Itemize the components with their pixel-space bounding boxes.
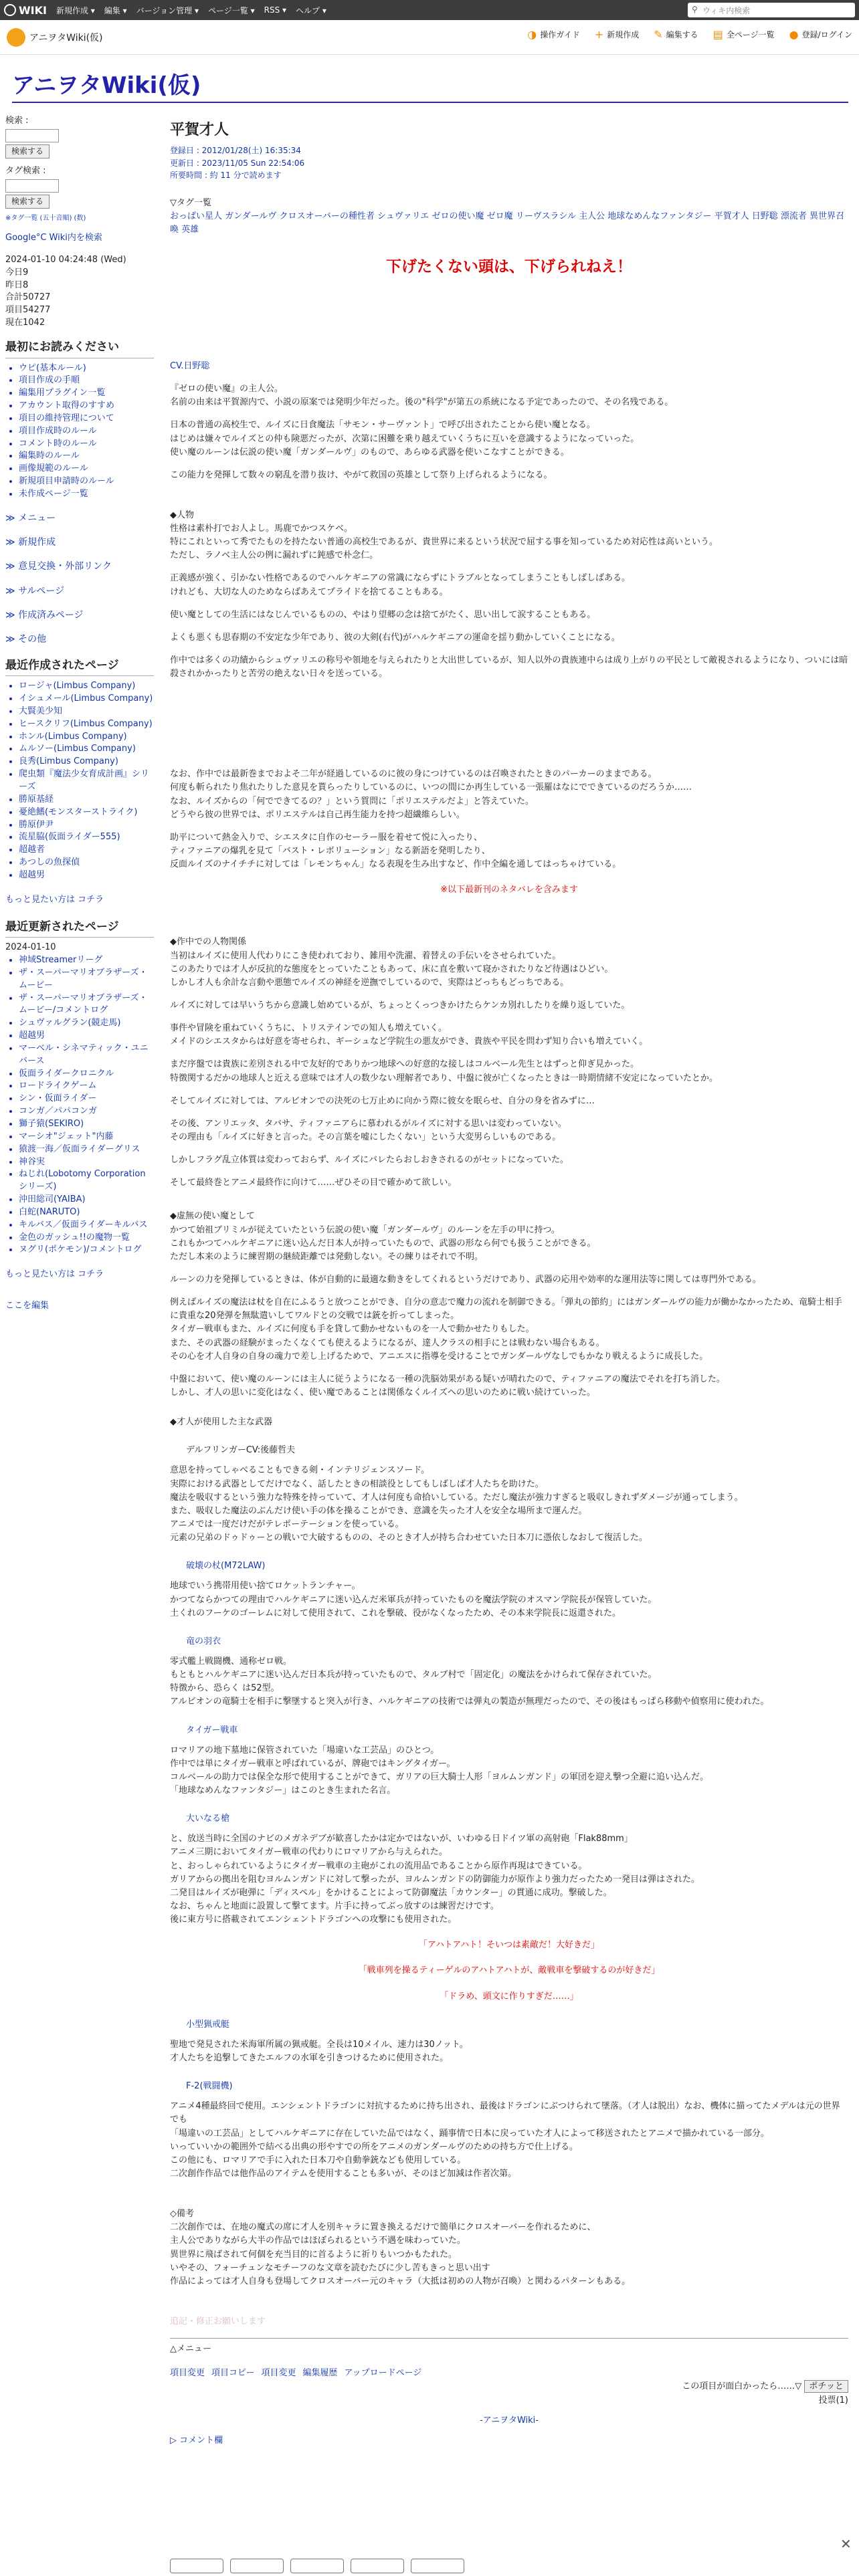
after-paragraph: 何度も斬られたり焦れたりした意見を貰らったりしているのに、いつの間にか再生している一張羅はなにでできているのだろうか…… (170, 782, 692, 793)
person-heading: ◆人物 (170, 510, 194, 520)
bottom-bar (170, 2559, 848, 2576)
weapon-desc: 二次創作作品では他作品のアイテムを使用することも多いが、そのほど加減は作者次第。 (170, 2169, 517, 2179)
faded-note: 追記・修正お願いします (170, 2317, 266, 2327)
plus-icon: + (594, 28, 604, 41)
weapon-desc: また、吸収した魔法のぶんだけ使い手の体を操ることができ、意識を失った才人を安全な場所まで運んだ。 (170, 1505, 587, 1516)
spacer-1 (170, 681, 848, 768)
weapon-desc: 後に東方号に搭載されてエンシェントドラゴンへの攻撃にも使用された。 (170, 1915, 457, 1925)
recent-created-item[interactable]: • ムルソー(Limbus Company) (19, 743, 154, 756)
article-meta (170, 144, 848, 182)
weapon-desc: 魔法を吸収するという強力な特殊を持っていて、才人は何度も命拾いしている。ただし魔法が強力すぎると吸収しきれずダメージが通ってしまう。 (170, 1492, 743, 1503)
intro-paragraph: 日本の普通の高校生で、ルイズに日食魔法「サモン・サーヴァント」で呼び出されたことから使い魔となる。 (170, 420, 595, 431)
story-paragraph: そして最終巻とアニメ最終作に向けて……ぜひその目で確かめて欲しい。 (170, 1178, 457, 1188)
recent-updated-item[interactable]: • 超越男 (19, 1030, 154, 1043)
story-paragraph: そしてルイズに対しては、アルビオンでの決死の七万止めに向かう際に彼女を眠らせ、自分の身を省みずに… (170, 1095, 595, 1106)
recent-updated-item[interactable]: • キルバス／仮面ライダーキルバス (19, 1219, 154, 1232)
first-read-item[interactable]: • アカウント取得のすすめ (19, 400, 154, 413)
after-paragraph: なお、作中では最新巻までおよそ二年が経過しているのに彼の身につけているのは召喚されたときのパーカーのままである。 (170, 769, 657, 780)
bikou-paragraph: 異世界に飛ばされて何個を充当目的に首るように祈りもいつかもたれた。 (170, 2249, 458, 2260)
after-paragraph: ティファニアの爆乳を見て「バスト・レボリューション」なる新語を発明したり、 (170, 846, 490, 857)
vote-count: 投票(1) (818, 2395, 848, 2405)
edit-menubar-link[interactable]: ここを編集 (5, 1301, 50, 1311)
weapon-desc: 元素の兄弟のドゥドゥーとの戦いで大破するものの、そのとき才人が持ち合わせていた日本刀に憑依しなおして復活した。 (170, 1533, 648, 1543)
recent-updated-item[interactable]: • ロードライクゲーム (19, 1080, 154, 1093)
site-logo-icon (7, 28, 25, 47)
recent-updated-item[interactable]: • 白蛇(NARUTO) (19, 1206, 154, 1219)
gandalf-paragraph: ただし本来のように練習期の継続距離では発動しない。その練りはそれで不明。 (170, 1251, 484, 1262)
gandalf-paragraph: かつて始祖ブリミルが従えていたという伝説の使い魔「ガンダールヴ」のルーンを左手の甲に持つ。 (170, 1224, 560, 1235)
recent-updated-item[interactable]: • 猿渡一海／仮面ライダーグリス (19, 1144, 154, 1156)
intro-paragraph: 『ゼロの使い魔』の主人公。 (170, 384, 284, 395)
wiki-logo[interactable]: WIKI (4, 4, 47, 17)
person-paragraph: 正義感が強く、引かない性格であるのでハルケギニアの常識にならずにトラブルとなってしまうこともしばしばある。 (170, 573, 630, 584)
recent-created-item[interactable]: • 超越者 (19, 844, 154, 857)
gandalf-heading: ◆虚無の使い魔として (170, 1211, 255, 1222)
first-read-item[interactable]: • 未作成ページ一覧 (19, 488, 154, 501)
weapon-desc: 実際における武器としてだけでなく、話したときの相談役としてもしばしば才人たちを助けた。 (170, 1479, 544, 1489)
story-paragraph: ルイズに対しては早いうちから意識し始めているが、ちょっとくっつきかけたらケンカ別れしたりを繰り返していた。 (170, 1000, 630, 1011)
recent-created-item[interactable]: • イシュメール(Limbus Company) (19, 693, 154, 706)
recent-created-item[interactable]: • 大賢美少知 (19, 706, 154, 718)
first-read-item[interactable]: • ウピ(基本ルール) (19, 362, 154, 375)
recent-created-item[interactable]: • 良秀(Limbus Company) (19, 756, 154, 768)
weapon-heading[interactable]: 大いなる槍 (186, 1814, 230, 1824)
sidebar-section-toggle[interactable]: ≫ サルページ (5, 585, 65, 597)
first-read-item[interactable]: • コメント時のルール (19, 438, 154, 451)
bikou-paragraphs (170, 2221, 848, 2288)
weapon-desc: 作中では単にタイガー戦車と呼ばれているが、牌砲ではキングタイガー。 (170, 1758, 456, 1769)
counter-stats (5, 267, 154, 330)
story-heading: ◆作中での人物関係 (170, 937, 246, 948)
after-paragraph: 反面ルイズのナイチチに対しては「レモンちゃん」なる表現を生み出すなど、作中全編を通してはっちゃけている。 (170, 859, 622, 870)
weapon-desc: 「地球なめんなファンタジー」はこのとき生まれた名言。 (170, 1786, 396, 1796)
first-read-item[interactable]: • 編集用プラグイン一覧 (19, 387, 154, 400)
story-paragraph: このあたりでは才人が反抗的な態度をとっていたこともあって、床に直を敷いて寝かされたりなど待遇はひどい。 (170, 964, 613, 974)
bottom-button-1[interactable] (170, 2559, 223, 2573)
recent-created-item[interactable]: • ヒースクリフ(Limbus Company) (19, 718, 154, 731)
story-paragraph: その後、アンリエッタ、タバサ、ティファニアらに慕われるがルイズに対する思いは変わっていない。 (170, 1118, 567, 1129)
footer-link[interactable]: 編集履歴 (302, 2368, 338, 2379)
gandalf-paragraph: タイガー戦車もまた、ルイズに何度も手を貸して動かせないものを一人で動かせたりもした。 (170, 1324, 535, 1335)
article-title: 平賀才人 (170, 122, 229, 138)
quote-line: 「ドラめ、頭文に作りすぎだ……」 (440, 1991, 579, 2002)
sidebar-section-toggle[interactable]: ≫ 新規作成 (5, 537, 56, 548)
intro-paragraph: 使い魔のルーンは伝説の使い魔「ガンダールヴ」のもので、あらゆる武器を使いこなすことができる。 (170, 447, 569, 457)
after-paragraph: 助平について熱金入りで、シエスタに自作のセーラー服を着せて悦に入ったり、 (170, 832, 482, 843)
stat-total: 合計50727 (5, 292, 51, 303)
edit-button[interactable]: ✎ 編集する (654, 28, 698, 41)
header-actions (512, 28, 852, 41)
pages-icon: ▤ (712, 28, 723, 41)
title-divider (12, 102, 848, 103)
left-menubar (5, 114, 154, 2488)
recent-created-item[interactable]: • ロージャ(Limbus Company) (19, 680, 154, 693)
keyword-label: 検索 : (5, 116, 29, 126)
weapon-desc: かつてならかつての理由でハルケギニアに迷い込んだ米軍兵が持っていたものを魔法学院のオスマン学院長が保管していた。 (170, 1594, 657, 1605)
recent-updated-item[interactable]: • シン・仮面ライダー (19, 1093, 154, 1105)
gandalf-paragraph: 中盤において、使い魔のルーンには主人に従うようになる一種の洗脳効果がある疑いが晴れたので、ティファニアの魔法でそれを打ち消した。 (170, 1374, 725, 1384)
gandalf-paragraph: 例えばルイズの魔法は杖を自在にふるうと放つことができ、自分の意志で魔力の流れを制御できる。「弾丸の節約」にはガンダールヴの能力が働かなかったため、竜騎士相手に貴重な20発弾を無駄遣いしてワルドとの交戦では銃を折ってしまった。 (170, 1297, 842, 1321)
site-logo[interactable]: アニヲタWiki(仮) (7, 28, 103, 47)
intro-paragraphs (170, 383, 848, 482)
weapon-desc: 「場違いの工芸品」としてハルケギニアに存在していた品ではなく、踊事情で日本に戻っていた才人によって移送されたとアニメで描かれている一部分。 (170, 2128, 769, 2139)
recent-created-item[interactable]: • 勝原基経 (19, 794, 154, 807)
stat-yesterday: 昨日8 (5, 280, 29, 290)
weapon-desc: いっていいかの範囲外で結べる出典の形やすでの所をアニメのガンダールヴのための持ち方で仕上げる。 (170, 2141, 578, 2152)
wiki-search-input[interactable]: ⚲ ウィキ内検索 (688, 3, 855, 17)
tag-label: タグ検索 : (5, 166, 46, 177)
gandalf-paragraph: ルーンの力を発揮しているときは、体が自動的に最適な動きをしてくれるというだけであり、武器の応用や効率的な運用法等に関しては専門外である。 (170, 1274, 761, 1285)
page-title[interactable]: アニヲタWiki(仮) (12, 72, 201, 99)
quote-line: 「戦車列を操るティーゲルのアハトアハトが、敵戦車を撃破するのが好きだ」 (358, 1965, 660, 1976)
footer-links (170, 2367, 848, 2380)
first-read-item[interactable]: • 画像規範のルール (19, 463, 154, 475)
recent-updated-item[interactable]: • ザ・スーパーマリオブラザーズ・ムービー (19, 967, 154, 992)
story-paragraph: その理由も「ルイズに好きと言った。その言葉を嘘にしたくない」という大変男らしいものである。 (170, 1132, 561, 1142)
weapon-desc: ロマリアの地下墓地に保管されていた「場違いな工芸品」のひとつ。 (170, 1745, 440, 1755)
footer-link[interactable]: 項目変更 (170, 2368, 205, 2379)
recent-updated-item[interactable]: • マーシオ"ジェット"内藤 (19, 1131, 154, 1144)
bikou-paragraph: 二次創作では、在地の魔式の席に才人を別キャラに置き換えるだけで簡単にクロスオーバーを作れるために、 (170, 2222, 596, 2233)
quote-line: 「アハトアハト！そいつは素敵だ！大好きだ」 (418, 1940, 599, 1951)
weapon-desc: 二発目はルイズが砲弾に「ディスペル」をかけることによって防御魔法「カウンター」の貫通に成功。撃破した。 (170, 1887, 612, 1898)
recent-updated-item[interactable]: • 神谷実 (19, 1156, 154, 1169)
all-pages-button[interactable]: ▤ 全ページ一覧 (712, 28, 775, 41)
vote-text: この項目が面白かったら……▽ (682, 2381, 802, 2392)
bikou-heading: ◇備考 (170, 2209, 194, 2220)
datetime: 2024-01-10 04:24:48 (Wed) (5, 254, 126, 265)
bottom-button-4[interactable] (351, 2559, 404, 2573)
menu-label[interactable]: △メニュー (170, 2344, 211, 2355)
user-icon: ● (789, 28, 799, 41)
bikou-paragraph: いやその、フォーチュンなモチーフのな文章を読むたびに少し苦もきっと思い出す (170, 2262, 490, 2273)
recent-updated-item[interactable]: • 沖田総司(YAIBA) (19, 1194, 154, 1206)
intro-paragraph: 名前の由来は平賀源内で、小説の原案では発明少年だった。後の"科学"が第五の系統になる予定であったので、その名残である。 (170, 397, 674, 408)
search-icon: ⚲ (692, 5, 698, 14)
intro-paragraph: はじめは嫌々でルイズとの仲も険悪だったが、次第に困難を乗り越えていくうちに互いを意識するようになっていった。 (170, 433, 640, 444)
recent-updated-item[interactable]: • 神域Streamerリーグ (19, 954, 154, 967)
bikou-paragraph: 主人公でありながら大半の作品ではほぼられるという不遇を味わっていた。 (170, 2236, 466, 2246)
login-button[interactable]: ● 登録/ログイン (789, 28, 852, 41)
weapons-heading: ◆才人が使用した主な武器 (170, 1417, 272, 1428)
stat-today: 今日9 (5, 267, 29, 278)
intro-paragraph: この能力を発揮して数々の窮乱を潜り抜け、やがて救国の英雄として祭り上げられるようになる。 (170, 469, 553, 480)
spoiler-warning: ※以下最新刊のネタバレを含みます (440, 885, 578, 895)
person-paragraph: 作中では多くの功績からシュヴァリエの称号や領地を与えられたりと大出世しているが、知人以外の貴族連中らは成り上がりの平民として敵視されるようになり、ついには暗殺されかかったりと苦労の絶えない日々を送っている。 (170, 655, 848, 679)
updated-date-meta: 更新日 : 2023/11/05 Sun 22:54:06 (170, 158, 305, 168)
bottom-button-5[interactable] (411, 2559, 464, 2573)
weapon-desc: 零式艦上戦闘機、通称ゼロ戦。 (170, 1656, 292, 1667)
recent-created-item[interactable]: • 爬虫類『魔法少女育成計画』シリーズ (19, 768, 154, 794)
comment-section-label[interactable]: ▷ コメント欄 (170, 2435, 223, 2446)
recent-created-list (5, 680, 154, 882)
weapon-desc: アニメでは一度だけだがテレポーテーションを使っている。 (170, 1519, 404, 1529)
weapon-heading[interactable]: 小型猟戒艇 (186, 2019, 230, 2030)
stat-now: 現在1042 (5, 318, 45, 328)
recent-created-item[interactable]: • あつしの魚探偵 (19, 857, 154, 869)
weapon-desc: 意思を持ってしゃべることもできる剣・インテリジェンスソード。 (170, 1465, 430, 1476)
recent-updated-item[interactable]: • コンガ／パパコンガ (19, 1105, 154, 1118)
recent-updated-item[interactable]: • ヌグリ(ポケモン)/コメントログ (19, 1244, 154, 1257)
person-paragraph: 特にこれといって秀でたものを持たない普通の高校生であるが、貴世界に来るという状況で屈する事を知っているため対応性は高いという。 (170, 537, 719, 548)
weapon-heading: デルフリンガーCV:後藤哲夫 (186, 1445, 296, 1456)
first-read-item[interactable]: • 項目作成時のルール (19, 425, 154, 438)
sidebar-section-toggle[interactable]: ≫ メニュー (5, 512, 56, 524)
person-paragraph: ただし、ラノベ主人公の例に漏れずに鈍感で朴念仁。 (170, 550, 379, 561)
gandalf-paragraph: しかし、才人の思いに変化はなく、使い魔であることは関係なくルイズへの思いのために戦い続けていった。 (170, 1387, 595, 1398)
story-paragraph: メイドのシエスタからは好意を寄せられ、ギーシュなど学院生の悪友ができ、貴族や平民を問わず知り合いも増えていく。 (170, 1037, 648, 1047)
vote-area (170, 2380, 848, 2407)
more-updated-link[interactable]: もっと見たい方は コチラ (5, 1269, 104, 1280)
stat-items: 項目54277 (5, 305, 51, 316)
keyword-search-button[interactable]: 検索する (5, 144, 50, 158)
weapon-desc: と、おっしゃられているようにタイガー戦車の主砲がこれの流用品であることから原作再現はできている。 (170, 1860, 587, 1871)
catchphrase: 下げたくない頭は、下げられねえ！ (386, 258, 632, 276)
bikou-paragraph: 作品によっては才人自身も登場してクロスオーバー元のキャラ（大抵は初めの人物が召喚）と関わるパターンもある。 (170, 2276, 631, 2286)
recent-created-item[interactable]: • 憂絶鰭(モンスターストライク) (19, 807, 154, 819)
recent-created-heading: 最近作成されたページ (5, 657, 154, 677)
recent-updated-item[interactable]: • ねじれ(Lobotomy Corporationシリーズ) (19, 1168, 154, 1194)
wiki-signature[interactable]: -アニヲタWiki- (480, 2415, 539, 2426)
google-search-link[interactable]: Google°C Wiki内を検索 (5, 232, 102, 243)
weapon-desc: コルベールの助力では保全な形で使用することができて、ガリアの巨大騎士人形「ヨルムンガンド」の軍団を迎え撃つ全避に追い込んだ。 (170, 1772, 708, 1782)
after-paragraphs (170, 768, 848, 871)
keyword-input[interactable] (5, 129, 59, 142)
footer-link[interactable]: アップロードページ (344, 2368, 422, 2379)
weapon-desc: 特徴から、恐らく は52型。 (170, 1683, 280, 1694)
more-created-link[interactable]: もっと見たい方は コチラ (5, 894, 104, 905)
menu-rss[interactable]: RSS ▾ (264, 5, 287, 15)
person-paragraphs (170, 522, 848, 681)
tag-search-button[interactable]: 検索する (5, 195, 50, 209)
weapon-heading[interactable]: 破壊の杖(M72LAW) (186, 1561, 266, 1572)
read-time: 所要時間 : 約 11 分で読めます (170, 171, 282, 181)
cv-link[interactable]: CV.日野聡 (170, 360, 210, 371)
recent-updated-item[interactable]: • マーベル・シネマティック・ユニバース (19, 1043, 154, 1068)
menu-pages[interactable]: ページ一覧 ▾ (208, 5, 255, 15)
story-paragraph: 事件や冒険を重ねていくうちに、トリステインでの知人も増えていく。 (170, 1023, 447, 1034)
tag-input[interactable] (5, 179, 59, 193)
recent-created-item[interactable]: • 超越男 (19, 869, 154, 882)
new-page-button[interactable]: + 新規作成 (594, 28, 640, 41)
weapon-desc: 土くれのフーケのゴーレムに対して使用されて、これを撃破、役がなくなったため、その本来学院長に返還された。 (170, 1608, 622, 1618)
tag-list[interactable]: おっぱい星人 ガンダールヴ クロスオーバーの種性者 シュヴァリエ ゼロの使い魔 ゼロ魔 リーヴスラシル 主人公 地球なめんなファンタジー 平賀才人 日野聡 漂流者 異世界召喚 英雄 (170, 211, 845, 235)
sidebar-section-toggle[interactable]: ≫ 作成済みページ (5, 609, 84, 621)
recent-updated-item[interactable]: • シュヴァルグラン(競走馬) (19, 1017, 154, 1030)
story-paragraph: しかし才人も余計な言動や悪態でルイズの神経を逆撫でしているので、実際はどっちもどっちである。 (170, 977, 569, 988)
weapon-desc: 才人たちを追撃してきたエルフの水軍を引きつけるために使用された。 (170, 2053, 449, 2064)
weapon-desc: と、放送当時に全国のナビのメガネデブが歓喜したかは定かではないが、いわゆる日ドイツ軍の高射砲「Flak88mm」 (170, 1834, 633, 1844)
gandalf-paragraph: これもかつてハルケギニアに迷い込んだ日本人が持っていたもので、武器の形なら何でも扱うことができる。 (170, 1238, 596, 1249)
menu-help[interactable]: ヘルプ ▾ (296, 5, 326, 15)
after-paragraph: どうやら彼の世界では、ポリエステルは自己再生能力を持つ超繊維らしい。 (170, 809, 465, 820)
weapon-heading[interactable]: タイガー戦車 (186, 1725, 238, 1735)
more-created (5, 894, 154, 907)
updated-date: 2024-01-10 (5, 942, 56, 953)
story-paragraph: 特徴関するだかの地球人と近える意味では才人の数少ない理解者であり、中盤に彼が亡くなったときは一時期情緒不安定になっていたとか。 (170, 1073, 719, 1083)
sidebar-section-toggle[interactable]: ≫ その他 (5, 634, 47, 645)
story-paragraph: 当初はルイズに使用人代わりにこき使われており、雑用や洗濯、着替えの手伝いをさせられていた。 (170, 950, 561, 961)
recent-updated-heading: 最近更新されたページ (5, 919, 154, 938)
more-updated (5, 1269, 154, 1281)
first-read-item[interactable]: • 項目作成の手順 (19, 374, 154, 387)
recent-updated-item[interactable]: • 金色のガッシュ!!の魔物一覧 (19, 1232, 154, 1245)
story-paragraph: しかしフラグ乱立体質は変わっておらず、ルイズにバレたらおしおきされるのがセットになっていた。 (170, 1155, 569, 1166)
after-paragraph: なお、ルイズからの「何でできてるの？」という質問に「ポリエステルだよ」と答えていた。 (170, 796, 535, 807)
recent-created-item[interactable]: • 流星脇(仮面ライダー555) (19, 831, 154, 844)
first-read-list (5, 362, 154, 501)
guide-button[interactable]: ◑ 操作ガイド (527, 28, 580, 41)
recent-updated-item[interactable]: • ザ・スーパーマリオブラザーズ・ムービー/コメントログ (19, 992, 154, 1018)
weapon-desc: この他にも、ロマリアで手に入れた日本刀や自動拳銃なども使用している。 (170, 2155, 466, 2165)
recent-created-item[interactable]: • 勝原伊尹 (19, 819, 154, 832)
spacer-2 (170, 909, 848, 936)
weapons-list (170, 1444, 848, 2181)
weapon-desc: アルビオンの竜騎士を相手に撃墜すると突入が行き、ハルケギニアの技術では弾丸の製造が無理だったので、その後はもっぱら移動や偵察用に使われた。 (170, 1697, 769, 1707)
footer-link[interactable]: 項目変更 (261, 2368, 296, 2379)
article-body (170, 119, 848, 2448)
weapon-desc: ガリアからの拠出を阻むヨルムンガンドに対して撃ったが、ヨルムンガンドの防御能力が原作より強力だったため一発目は弾はされた。 (170, 1874, 700, 1885)
footer-link[interactable]: 項目コピー (211, 2368, 255, 2379)
weapon-desc: 地球でいう携帯用使い捨てロケットランチャー。 (170, 1581, 361, 1592)
site-header (0, 20, 859, 55)
weapon-desc: もともとハルケギニアに迷い込んだ日本兵が持っていたもので、タルブ村で「固定化」の魔法をかけられて保存されていた。 (170, 1670, 657, 1681)
bottom-button-3[interactable] (290, 2559, 344, 2573)
gandalf-paragraph: その心を才人自身の自身の魂力で差し上げるためで、アニエスに指導を受けることでガンダールヴなしでもかなり戦えるように成長した。 (170, 1351, 708, 1362)
weapon-desc: 聖地で発見された米海軍所属の猟戒艇。全長は10メイル、速力は30ノット。 (170, 2039, 468, 2050)
bottom-divider (170, 2338, 848, 2339)
tag-list-label[interactable]: ▽タグ一覧 (170, 197, 211, 208)
menu-new[interactable]: 新規作成 ▾ (56, 5, 95, 15)
close-icon[interactable]: ✕ (840, 2536, 852, 2552)
vote-button[interactable]: ポチッと (804, 2380, 848, 2393)
top-toolbar (0, 0, 859, 20)
bottom-button-2[interactable] (230, 2559, 284, 2573)
recent-updated-item[interactable]: • 仮面ライダークロニクル (19, 1068, 154, 1081)
first-read-item[interactable]: • 項目の維持管理について (19, 413, 154, 425)
story-paragraphs (170, 950, 848, 1190)
gandalf-paragraphs (170, 1224, 848, 1400)
recent-created-item[interactable]: • ホンル(Limbus Company) (19, 731, 154, 744)
recent-updated-list (5, 954, 154, 1257)
story-paragraph: まだ序盤では貴族に差別される中で友好的でありかつ地球への好意的な接しはコルベール先生とはずっと仰ぎ見かった。 (170, 1059, 639, 1070)
recent-updated-item[interactable]: • 獅子猿(SEKIRO) (19, 1118, 154, 1131)
collapsible-sections (5, 512, 154, 647)
first-read-heading: 最初にお読みください (5, 339, 154, 358)
person-paragraph: 性格は素朴打でお人よし。馬鹿でかつスケベ。 (170, 524, 353, 534)
weapon-desc: なお、ちゃんと地面に設置して撃てます。片手に持ってぶっ放すのは練習だけです。 (170, 1901, 499, 1912)
first-read-item[interactable]: • 新規項目申請時のルール (19, 475, 154, 488)
sidebar-section-toggle[interactable]: ≫ 意見交換・外部リンク (5, 561, 112, 572)
weapon-desc: アニメ4種最終回で使用。エンシェントドラゴンに対抗するために持ち出され、最後はドラゴンにぶつけられて墜落。（才人は脱出）なお、機体に描ってたメデルは元の世界でも (170, 2101, 840, 2125)
weapon-heading[interactable]: 竜の羽衣 (186, 1636, 221, 1646)
guide-icon: ◑ (527, 28, 537, 41)
menu-version[interactable]: バージョン管理 ▾ (136, 5, 199, 15)
wiki-logo-icon (4, 4, 16, 16)
registered-date: 登録日 : 2012/01/28(土) 16:35:34 (170, 146, 301, 156)
person-paragraph: よくも悪くも思春期の不安定な少年であり、彼の大剣(右代)がハルケギニアの運命を揺り動かしていくことになる。 (170, 632, 620, 643)
menu-edit[interactable]: 編集 ▾ (104, 5, 127, 15)
weapon-desc: アニメ三期においてタイガー戦車の代わりにロマリアから与えられた。 (170, 1847, 448, 1858)
person-paragraph: 使い魔としての生活にはなじんでいるものの、やはり望郷の念は捨てがたく、思い出して涙することもある。 (170, 609, 596, 620)
gandalf-paragraph: また、その武器の経験がまったくなくても使えるようになるが、達人クラスの相手にとは戦わない場合もある。 (170, 1337, 605, 1348)
tag-list-link[interactable]: ※タグ一覧 (五十音順) (数) (5, 215, 86, 223)
weapon-heading[interactable]: F-2(戦闘機) (186, 2081, 233, 2092)
pencil-icon: ✎ (654, 28, 663, 41)
person-paragraph: けれども、大切な人のためならばあえてプライドを捨てることもある。 (170, 586, 448, 597)
first-read-item[interactable]: • 編集時のルール (19, 450, 154, 463)
